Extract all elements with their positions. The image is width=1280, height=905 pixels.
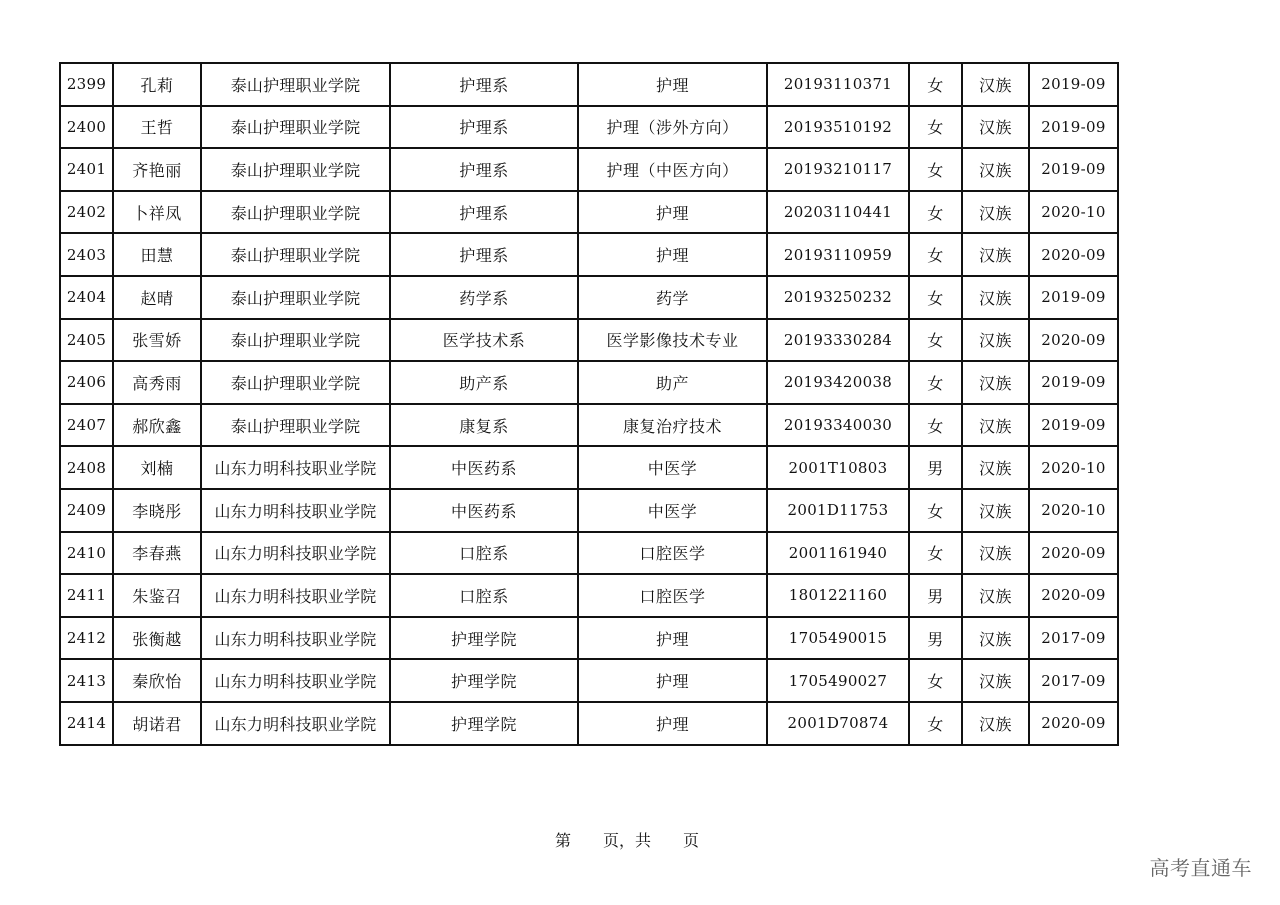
gender-cell: 女 — [909, 191, 962, 234]
ethnicity-cell: 汉族 — [962, 446, 1029, 489]
gender-cell: 男 — [909, 617, 962, 660]
school-name-cell: 山东力明科技职业学院 — [201, 574, 390, 617]
table-row — [60, 276, 1118, 319]
student-name-cell: 高秀雨 — [113, 361, 201, 404]
department-cell: 中医药系 — [390, 489, 578, 532]
department-cell: 护理学院 — [390, 617, 578, 660]
student-name-cell: 张衡越 — [113, 617, 201, 660]
major-cell: 助产 — [578, 361, 767, 404]
table-row — [60, 489, 1118, 532]
table-row — [60, 191, 1118, 234]
school-name-cell: 泰山护理职业学院 — [201, 191, 390, 234]
department-cell: 护理系 — [390, 63, 578, 106]
student-name-cell: 张雪娇 — [113, 319, 201, 362]
gender-cell: 女 — [909, 489, 962, 532]
ethnicity-cell: 汉族 — [962, 148, 1029, 191]
school-name-cell: 山东力明科技职业学院 — [201, 489, 390, 532]
serial-number-cell: 2399 — [60, 63, 113, 106]
school-name-cell: 泰山护理职业学院 — [201, 361, 390, 404]
serial-number-cell: 2408 — [60, 446, 113, 489]
gender-cell: 女 — [909, 148, 962, 191]
serial-number-cell: 2403 — [60, 233, 113, 276]
student-id-cell: 1705490027 — [767, 659, 909, 702]
department-cell: 护理学院 — [390, 702, 578, 745]
student-id-cell: 20193510192 — [767, 106, 909, 149]
department-cell: 护理学院 — [390, 659, 578, 702]
table-row — [60, 233, 1118, 276]
enrollment-date-cell: 2020-09 — [1029, 702, 1118, 745]
major-cell: 口腔医学 — [578, 532, 767, 575]
major-cell: 护理 — [578, 191, 767, 234]
enrollment-date-cell: 2019-09 — [1029, 106, 1118, 149]
gender-cell: 女 — [909, 233, 962, 276]
department-cell: 中医药系 — [390, 446, 578, 489]
enrollment-date-cell: 2019-09 — [1029, 148, 1118, 191]
major-cell: 医学影像技术专业 — [578, 319, 767, 362]
major-cell: 康复治疗技术 — [578, 404, 767, 447]
enrollment-date-cell: 2020-09 — [1029, 319, 1118, 362]
table-row — [60, 361, 1118, 404]
major-cell: 护理（中医方向） — [578, 148, 767, 191]
serial-number-cell: 2402 — [60, 191, 113, 234]
ethnicity-cell: 汉族 — [962, 617, 1029, 660]
table-row — [60, 574, 1118, 617]
roster-body — [60, 63, 1118, 745]
serial-number-cell: 2412 — [60, 617, 113, 660]
school-name-cell: 山东力明科技职业学院 — [201, 617, 390, 660]
table-row — [60, 702, 1118, 745]
ethnicity-cell: 汉族 — [962, 532, 1029, 575]
major-cell: 口腔医学 — [578, 574, 767, 617]
gender-cell: 男 — [909, 446, 962, 489]
gender-cell: 男 — [909, 574, 962, 617]
student-name-cell: 卜祥凤 — [113, 191, 201, 234]
student-id-cell: 20193110371 — [767, 63, 909, 106]
school-name-cell: 山东力明科技职业学院 — [201, 532, 390, 575]
serial-number-cell: 2411 — [60, 574, 113, 617]
major-cell: 药学 — [578, 276, 767, 319]
department-cell: 护理系 — [390, 148, 578, 191]
gender-cell: 女 — [909, 702, 962, 745]
student-name-cell: 朱鉴召 — [113, 574, 201, 617]
student-name-cell: 胡诺君 — [113, 702, 201, 745]
student-name-cell: 王哲 — [113, 106, 201, 149]
student-name-cell: 李晓彤 — [113, 489, 201, 532]
table-row — [60, 106, 1118, 149]
gender-cell: 女 — [909, 106, 962, 149]
table-row — [60, 659, 1118, 702]
enrollment-date-cell: 2020-09 — [1029, 574, 1118, 617]
enrollment-date-cell: 2019-09 — [1029, 276, 1118, 319]
table-row — [60, 63, 1118, 106]
department-cell: 护理系 — [390, 233, 578, 276]
table-row — [60, 148, 1118, 191]
gender-cell: 女 — [909, 319, 962, 362]
department-cell: 口腔系 — [390, 532, 578, 575]
enrollment-date-cell: 2019-09 — [1029, 361, 1118, 404]
student-id-cell: 2001T10803 — [767, 446, 909, 489]
ethnicity-cell: 汉族 — [962, 361, 1029, 404]
school-name-cell: 山东力明科技职业学院 — [201, 702, 390, 745]
enrollment-date-cell: 2019-09 — [1029, 63, 1118, 106]
student-name-cell: 齐艳丽 — [113, 148, 201, 191]
school-name-cell: 泰山护理职业学院 — [201, 106, 390, 149]
ethnicity-cell: 汉族 — [962, 191, 1029, 234]
serial-number-cell: 2401 — [60, 148, 113, 191]
ethnicity-cell: 汉族 — [962, 489, 1029, 532]
enrollment-date-cell: 2020-10 — [1029, 489, 1118, 532]
major-cell: 护理 — [578, 702, 767, 745]
ethnicity-cell: 汉族 — [962, 233, 1029, 276]
major-cell: 中医学 — [578, 489, 767, 532]
student-name-cell: 赵晴 — [113, 276, 201, 319]
student-id-cell: 20193340030 — [767, 404, 909, 447]
enrollment-date-cell: 2017-09 — [1029, 617, 1118, 660]
serial-number-cell: 2400 — [60, 106, 113, 149]
watermark-logo-text: 高考直通车 — [1149, 856, 1252, 880]
serial-number-cell: 2404 — [60, 276, 113, 319]
ethnicity-cell: 汉族 — [962, 702, 1029, 745]
table-row — [60, 319, 1118, 362]
department-cell: 医学技术系 — [390, 319, 578, 362]
student-name-cell: 郝欣鑫 — [113, 404, 201, 447]
ethnicity-cell: 汉族 — [962, 319, 1029, 362]
department-cell: 药学系 — [390, 276, 578, 319]
serial-number-cell: 2406 — [60, 361, 113, 404]
gender-cell: 女 — [909, 659, 962, 702]
department-cell: 护理系 — [390, 106, 578, 149]
table-row — [60, 532, 1118, 575]
student-id-cell: 20193250232 — [767, 276, 909, 319]
major-cell: 护理 — [578, 63, 767, 106]
student-id-cell: 20193420038 — [767, 361, 909, 404]
enrollment-date-cell: 2020-09 — [1029, 233, 1118, 276]
enrollment-date-cell: 2019-09 — [1029, 404, 1118, 447]
major-cell: 护理 — [578, 617, 767, 660]
enrollment-date-cell: 2017-09 — [1029, 659, 1118, 702]
ethnicity-cell: 汉族 — [962, 659, 1029, 702]
serial-number-cell: 2413 — [60, 659, 113, 702]
school-name-cell: 泰山护理职业学院 — [201, 276, 390, 319]
department-cell: 口腔系 — [390, 574, 578, 617]
student-roster-table — [59, 62, 1119, 746]
student-id-cell: 20193110959 — [767, 233, 909, 276]
ethnicity-cell: 汉族 — [962, 404, 1029, 447]
department-cell: 护理系 — [390, 191, 578, 234]
school-name-cell: 泰山护理职业学院 — [201, 233, 390, 276]
student-id-cell: 20203110441 — [767, 191, 909, 234]
gender-cell: 女 — [909, 276, 962, 319]
student-id-cell: 2001D11753 — [767, 489, 909, 532]
serial-number-cell: 2414 — [60, 702, 113, 745]
department-cell: 助产系 — [390, 361, 578, 404]
table-row — [60, 404, 1118, 447]
serial-number-cell: 2405 — [60, 319, 113, 362]
student-name-cell: 田慧 — [113, 233, 201, 276]
serial-number-cell: 2407 — [60, 404, 113, 447]
enrollment-date-cell: 2020-10 — [1029, 191, 1118, 234]
ethnicity-cell: 汉族 — [962, 574, 1029, 617]
school-name-cell: 山东力明科技职业学院 — [201, 446, 390, 489]
enrollment-date-cell: 2020-09 — [1029, 532, 1118, 575]
ethnicity-cell: 汉族 — [962, 63, 1029, 106]
serial-number-cell: 2409 — [60, 489, 113, 532]
gender-cell: 女 — [909, 404, 962, 447]
enrollment-date-cell: 2020-10 — [1029, 446, 1118, 489]
major-cell: 护理（涉外方向） — [578, 106, 767, 149]
school-name-cell: 泰山护理职业学院 — [201, 319, 390, 362]
page-footer: 第 页，共 页 — [555, 831, 700, 850]
student-id-cell: 2001161940 — [767, 532, 909, 575]
school-name-cell: 泰山护理职业学院 — [201, 63, 390, 106]
student-name-cell: 李春燕 — [113, 532, 201, 575]
table-row — [60, 617, 1118, 660]
serial-number-cell: 2410 — [60, 532, 113, 575]
gender-cell: 女 — [909, 361, 962, 404]
school-name-cell: 山东力明科技职业学院 — [201, 659, 390, 702]
school-name-cell: 泰山护理职业学院 — [201, 148, 390, 191]
gender-cell: 女 — [909, 63, 962, 106]
student-id-cell: 1705490015 — [767, 617, 909, 660]
student-name-cell: 刘楠 — [113, 446, 201, 489]
major-cell: 护理 — [578, 659, 767, 702]
ethnicity-cell: 汉族 — [962, 106, 1029, 149]
student-id-cell: 1801221160 — [767, 574, 909, 617]
school-name-cell: 泰山护理职业学院 — [201, 404, 390, 447]
department-cell: 康复系 — [390, 404, 578, 447]
major-cell: 护理 — [578, 233, 767, 276]
student-id-cell: 20193330284 — [767, 319, 909, 362]
student-name-cell: 孔莉 — [113, 63, 201, 106]
major-cell: 中医学 — [578, 446, 767, 489]
table-row — [60, 446, 1118, 489]
gender-cell: 女 — [909, 532, 962, 575]
student-id-cell: 2001D70874 — [767, 702, 909, 745]
student-id-cell: 20193210117 — [767, 148, 909, 191]
student-name-cell: 秦欣怡 — [113, 659, 201, 702]
ethnicity-cell: 汉族 — [962, 276, 1029, 319]
